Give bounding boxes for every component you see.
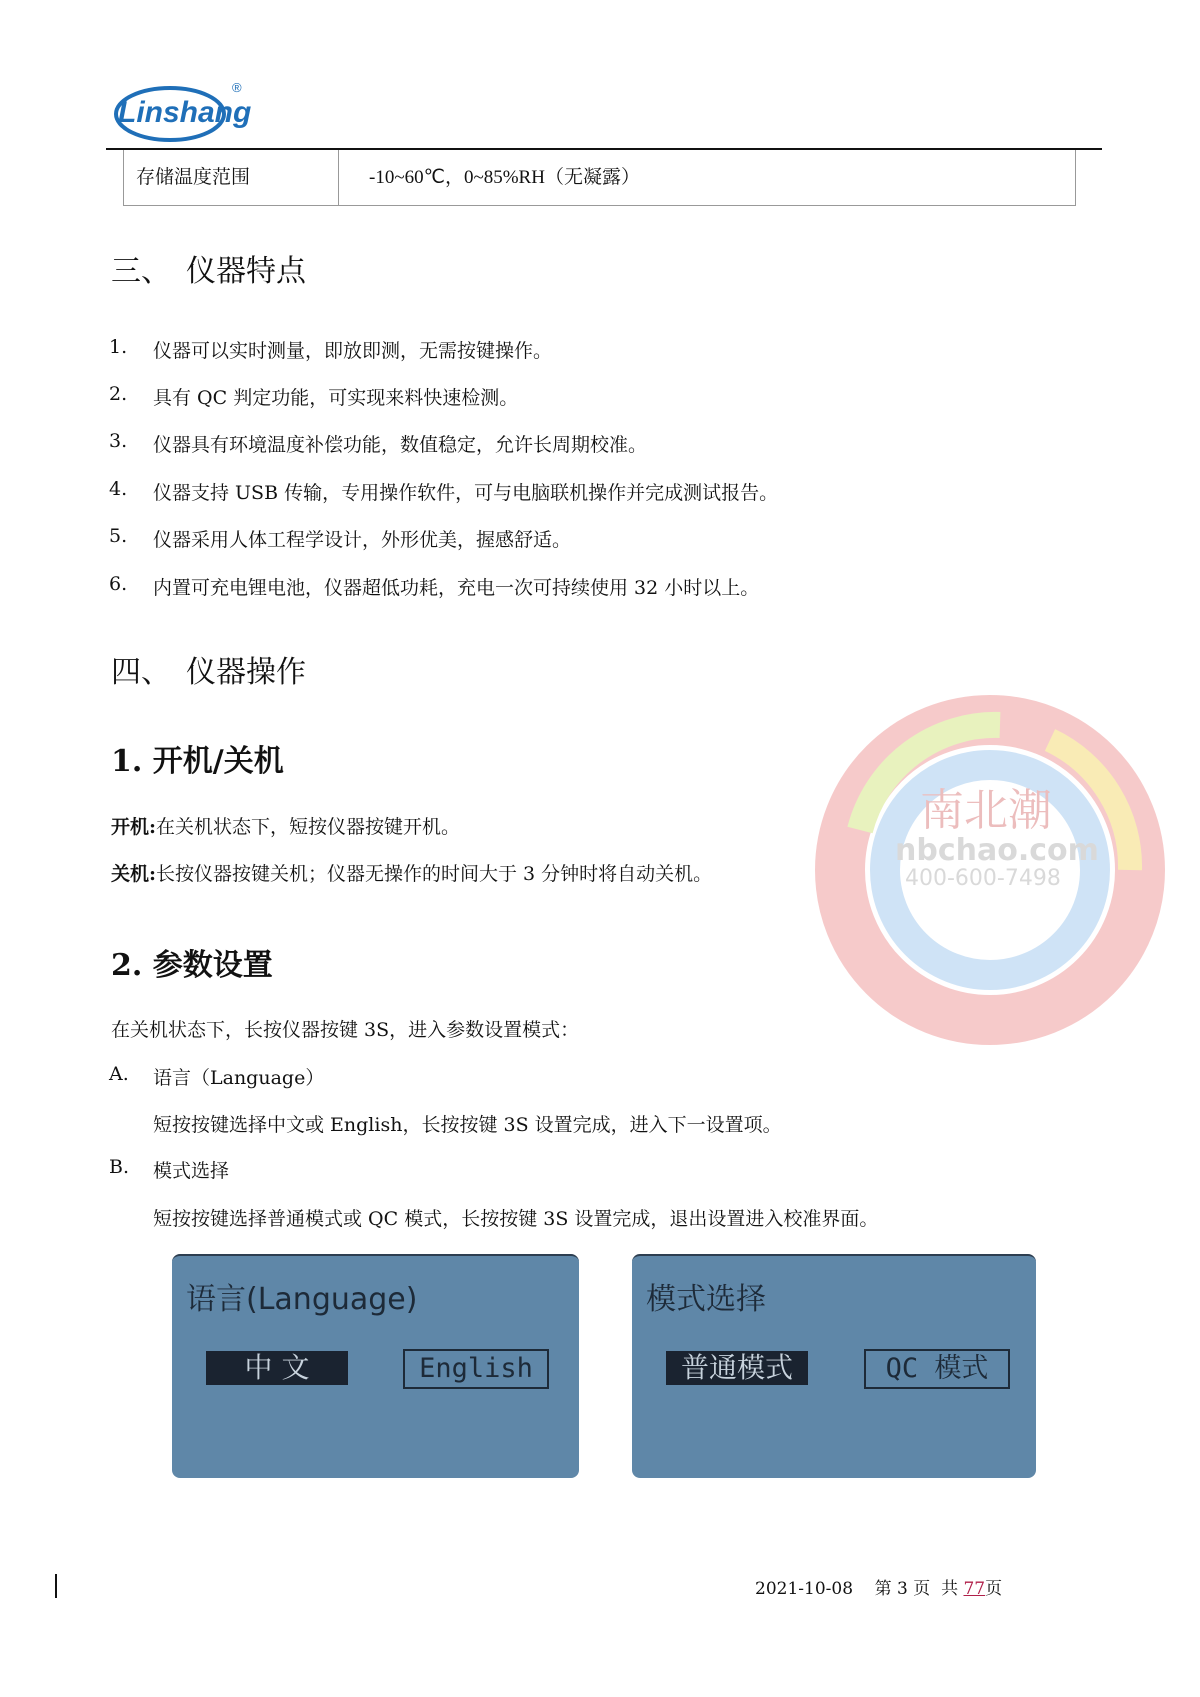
list-number: 1. (109, 336, 128, 358)
svg-text:Linshang: Linshang (118, 96, 252, 129)
svg-text:400-600-7498: 400-600-7498 (905, 866, 1061, 891)
list-number: 2. (109, 383, 128, 405)
language-heading: 语言（Language） (153, 1067, 325, 1089)
power-off-text: 长按仪器按键关机；仪器无操作的时间大于 3 分钟时将自动关机。 (156, 863, 713, 885)
spec-label: 存储温度范围 (124, 150, 339, 205)
list-item: 仪器采用人体工程学设计，外形优美，握感舒适。 (153, 529, 572, 551)
language-screen (172, 1254, 579, 1478)
mode-heading: 模式选择 (153, 1160, 230, 1182)
list-item: 具有 QC 判定功能，可实现来料快速检测。 (153, 387, 519, 409)
list-item: 仪器具有环境温度补偿功能，数值稳定，允许长周期校准。 (153, 434, 648, 456)
screen-title: 模式选择 (646, 1282, 766, 1317)
power-on-line (111, 812, 460, 839)
watermark-logo (800, 680, 1180, 1060)
settings-intro: 在关机状态下，长按仪器按键 3S，进入参数设置模式： (111, 1019, 580, 1041)
screen-title: 语言(Language) (186, 1282, 418, 1317)
list-item: 内置可充电锂电池，仪器超低功耗，充电一次可持续使用 32 小时以上。 (153, 577, 760, 599)
power-on-text: 在关机状态下，短按仪器按键开机。 (156, 816, 461, 838)
power-off-label: 关机: (111, 863, 157, 885)
option-normal-selected: 普通模式 (666, 1351, 808, 1385)
list-number: 5. (109, 525, 128, 547)
subsection-title-settings: 2. 参数设置 (111, 948, 273, 983)
linshang-logo (112, 78, 252, 144)
list-item: 仪器支持 USB 传输，专用操作软件，可与电脑联机操作并完成测试报告。 (153, 482, 779, 504)
footer-date: 2021-10-08 (755, 1579, 854, 1599)
option-qc: QC 模式 (864, 1349, 1010, 1389)
footer-total: 77 (963, 1579, 986, 1599)
section-title-features: 三、 仪器特点 (111, 254, 306, 289)
svg-text:nbchao.com: nbchao.com (895, 833, 1099, 868)
power-on-label: 开机: (111, 816, 157, 838)
mode-description: 短按按键选择普通模式或 QC 模式，长按按键 3S 设置完成，退出设置进入校准界面。 (153, 1208, 879, 1230)
footer-page: 第 3 页 (874, 1579, 931, 1599)
spec-table-row (123, 150, 1076, 206)
item-letter-a: A. (109, 1063, 129, 1085)
list-number: 6. (109, 573, 128, 595)
mode-screen (632, 1254, 1036, 1478)
option-chinese-selected: 中 文 (206, 1351, 348, 1385)
language-description: 短按按键选择中文或 English，长按按键 3S 设置完成，进入下一设置项。 (153, 1114, 782, 1136)
footer-total-prefix: 共 (941, 1579, 959, 1599)
subsection-title-power: 1. 开机/关机 (111, 744, 284, 779)
list-number: 3. (109, 430, 128, 452)
svg-text:南北潮: 南北潮 (920, 785, 1052, 836)
footer-total-suffix: 页 (985, 1579, 1003, 1599)
section-title-operation: 四、 仪器操作 (111, 655, 306, 690)
power-off-line (111, 859, 712, 886)
list-item: 仪器可以实时测量，即放即测，无需按键操作。 (153, 340, 553, 362)
list-number: 4. (109, 478, 128, 500)
item-letter-b: B. (109, 1156, 130, 1178)
cursor-bar (55, 1574, 57, 1598)
page-footer (755, 1574, 1002, 1599)
spec-value: -10~60℃，0~85%RH（无凝露） (369, 167, 640, 188)
svg-text:®: ® (232, 80, 242, 95)
option-english: English (403, 1349, 549, 1389)
